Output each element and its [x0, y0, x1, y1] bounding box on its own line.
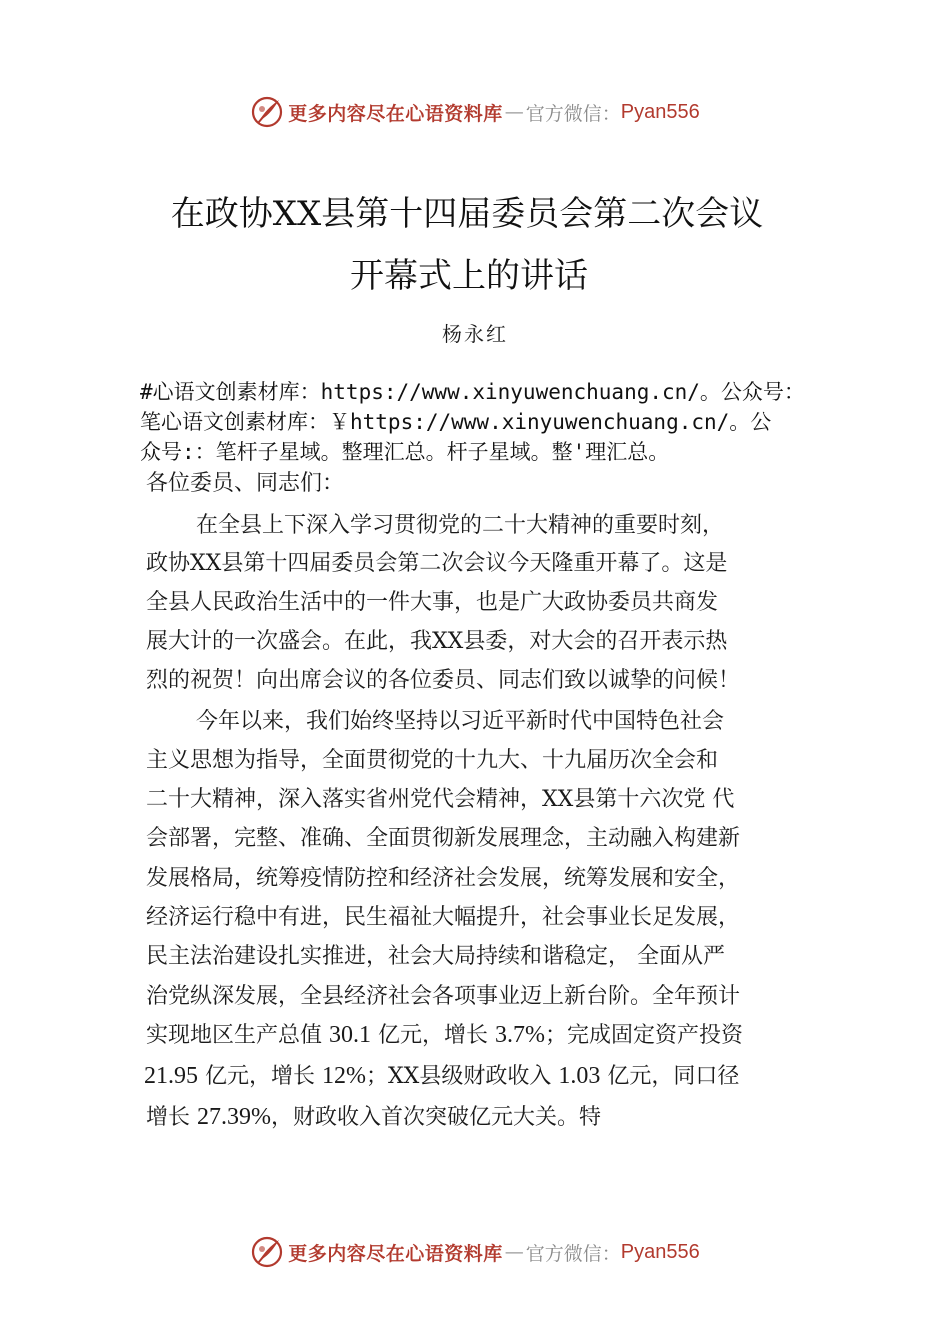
watermark-separator: —: [504, 101, 524, 123]
body-line: 治党纵深发展，全县经济社会各项事业迈上新台阶。全年预计: [146, 984, 741, 1009]
revenue-growth-value: 27.39%: [197, 1104, 271, 1130]
stats-text: ；XX县级财政收入: [366, 1064, 559, 1089]
body-line: 主义思想为指导，全面贯彻党的十九大、十九届历次全会和: [146, 748, 719, 773]
stats-line-2: [144, 1059, 739, 1090]
document-title-line-1: 在政协XX县第十四届委员会第二次会议: [170, 194, 764, 234]
body-line: 展大计的一次盛会。在此，我XX县委，对大会的召开表示热: [146, 629, 728, 654]
header-line: #心语文创素材库：https://www.xinyuwenchuang.cn/。公众号：: [140, 380, 805, 404]
stats-line-1: [146, 1018, 743, 1049]
body-line: 烈的祝贺！向出席会议的各位委员、同志们致以诚挚的问候！: [146, 668, 741, 693]
stats-text: 增长: [146, 1105, 197, 1130]
watermark-wechat-id: Pyan556: [620, 1240, 700, 1263]
stats-text: 亿元，增长: [371, 1023, 495, 1048]
stats-text: 实现地区生产总值: [146, 1023, 329, 1048]
feather-pen-logo-icon: [250, 95, 284, 129]
body-line: 全县人民政治生活中的一件大事，也是广大政协委员共商发: [146, 590, 719, 615]
revenue-value: 1.03: [558, 1063, 601, 1089]
watermark-separator: —: [504, 1241, 524, 1263]
watermark-label: 官方微信：: [525, 1242, 621, 1265]
header-line: 众号:：笔杆子星域。整理汇总。杆子星域。整'理汇总。: [140, 440, 670, 464]
stats-line-3: [146, 1100, 601, 1131]
body-line: 民主法治建设扎实推进，社会大局持续和谐稳定， 全面从严: [146, 944, 725, 969]
body-line: 在全县上下深入学习贯彻党的二十大精神的重要时刻，: [196, 513, 725, 538]
body-line: 二十大精神，深入落实省州党代会精神，XX县第十六次党 代: [146, 787, 735, 812]
body-line: 政协XX县第十四届委员会第二次会议今天隆重开幕了。这是: [146, 551, 728, 576]
stats-text: ，财政收入首次突破亿元大关。特: [271, 1105, 602, 1130]
stats-text: ；完成固定资产投资: [545, 1023, 744, 1048]
watermark-banner-top: [0, 92, 950, 132]
body-line: 发展格局，统筹疫情防控和经济社会发展，统筹发展和安全，: [146, 866, 741, 891]
investment-growth-value: 12%: [322, 1063, 366, 1089]
watermark-wechat-id: Pyan556: [620, 100, 700, 123]
salutation: 各位委员、同志们：: [146, 471, 345, 496]
document-author: 杨永红: [442, 322, 508, 346]
body-line: 今年以来，我们始终坚持以习近平新时代中国特色社会: [196, 709, 725, 734]
body-line: 经济运行稳中有进，民生福祉大幅提升，社会事业长足发展，: [146, 905, 741, 930]
watermark-text: 更多内容尽在心语资料库: [288, 102, 503, 125]
watermark-banner-bottom: [0, 1232, 950, 1272]
document-title-line-2: 开幕式上的讲话: [350, 256, 588, 296]
gdp-growth-value: 3.7%: [495, 1022, 545, 1048]
body-line: 会部署，完整、准确、全面贯彻新发展理念，主动融入构建新: [146, 826, 741, 851]
feather-pen-logo-icon: [250, 1235, 284, 1269]
stats-text: 亿元，增长: [198, 1064, 322, 1089]
stats-text: 亿元，同口径: [600, 1064, 740, 1089]
header-line: 笔心语文创素材库：￥https://www.xinyuwenchuang.cn/。公: [140, 410, 772, 434]
investment-value: 21.95: [144, 1063, 198, 1089]
gdp-value: 30.1: [329, 1022, 371, 1048]
watermark-label: 官方微信：: [525, 102, 621, 125]
watermark-text: 更多内容尽在心语资料库: [288, 1242, 503, 1265]
